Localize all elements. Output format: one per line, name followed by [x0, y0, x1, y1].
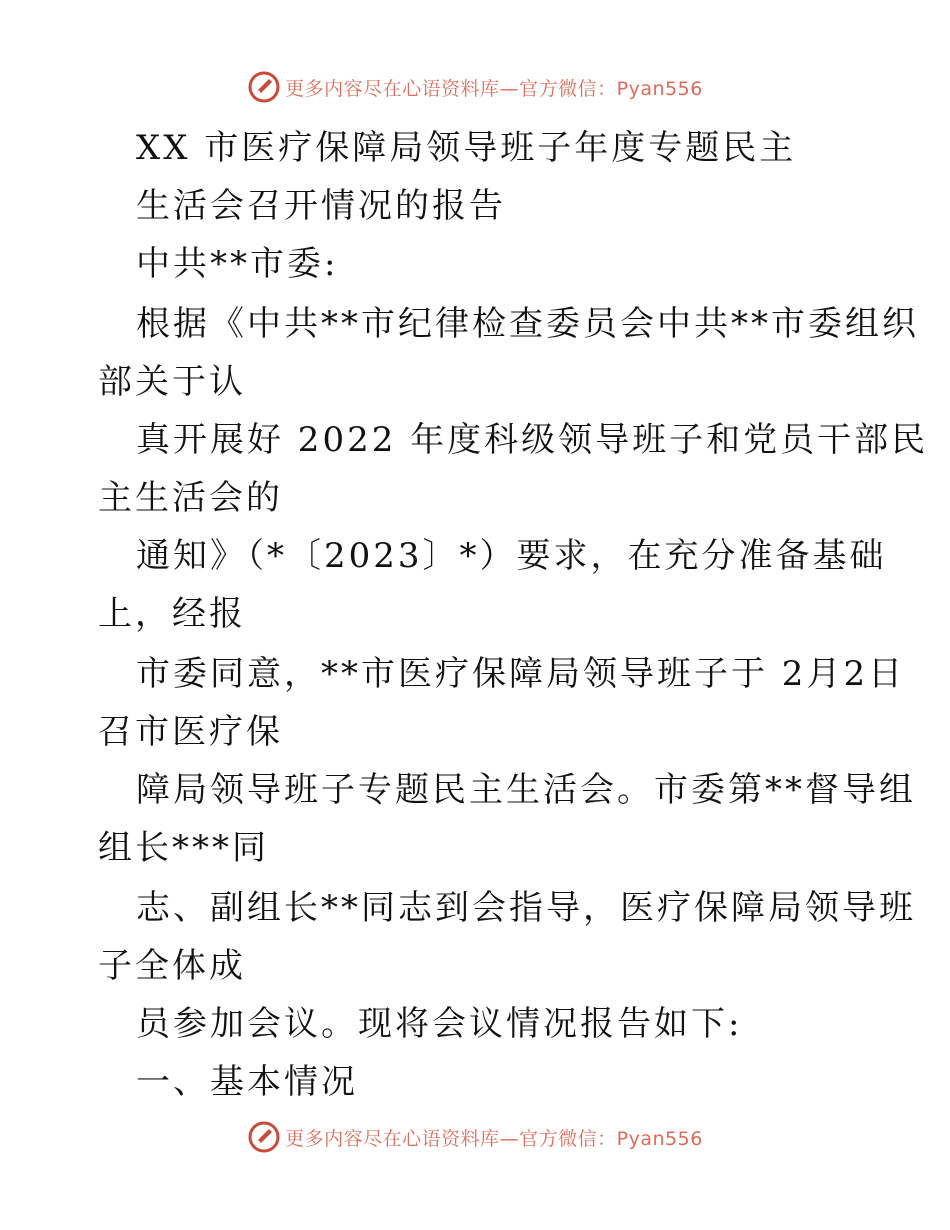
watermark-text: 更多内容尽在心语资料库—官方微信：Pyan556: [285, 1127, 703, 1150]
body-line: 障局领导班子专题民主生活会。市委第**督导组: [136, 770, 916, 810]
logo-icon: [247, 70, 281, 104]
body-line: 员参加会议。现将会议情况报告如下:: [136, 1004, 743, 1044]
watermark-text: 更多内容尽在心语资料库—官方微信：Pyan556: [285, 77, 703, 100]
salutation: 中共**市委:: [136, 244, 339, 284]
body-line: 子全体成: [98, 946, 246, 986]
body-line: 主生活会的: [98, 478, 283, 518]
logo-icon: [247, 1120, 281, 1154]
body-line: 上，经报: [98, 594, 246, 634]
title-line-1: XX 市医疗保障局领导班子年度专题民主: [136, 128, 797, 168]
watermark-banner-bottom: [0, 1120, 950, 1154]
title-line-2: 生活会召开情况的报告: [136, 186, 506, 226]
body-line: 组长***同: [98, 828, 269, 868]
body-line: 通知》（*〔2023〕*）要求，在充分准备基础: [136, 536, 887, 576]
body-line: 根据《中共**市纪律检查委员会中共**市委组织: [136, 304, 919, 344]
watermark-banner-top: [0, 70, 950, 104]
body-line: 召市医疗保: [98, 712, 283, 752]
section-heading: 一、基本情况: [136, 1062, 358, 1102]
body-line: 部关于认: [98, 362, 246, 402]
body-line: 真开展好 2022 年度科级领导班子和党员干部民: [136, 420, 929, 460]
body-line: 志、副组长**同志到会指导，医疗保障局领导班: [136, 888, 916, 928]
body-line: 市委同意，**市医疗保障局领导班子于 2月2日: [136, 654, 906, 694]
